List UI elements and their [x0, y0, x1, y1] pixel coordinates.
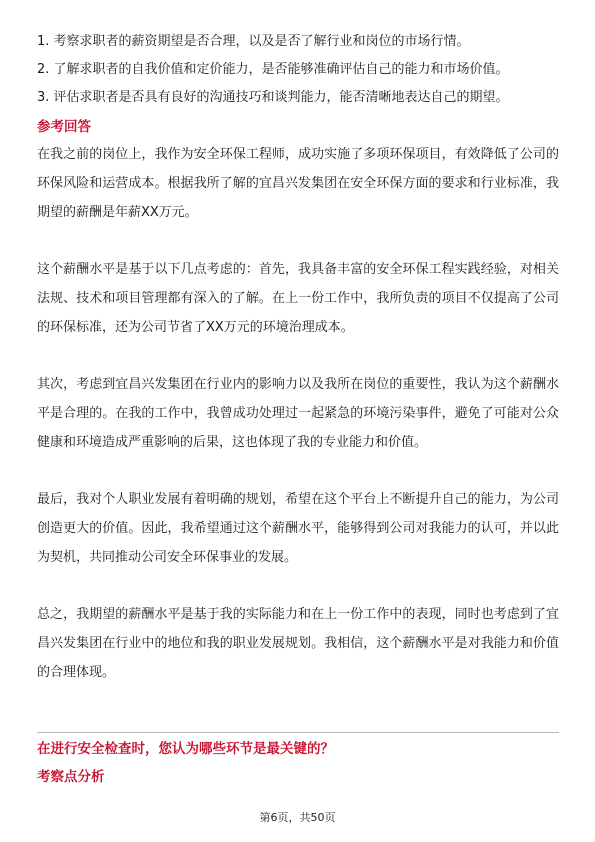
- section-divider: [37, 732, 559, 733]
- reference-answer-heading: 参考回答: [37, 119, 91, 135]
- answer-paragraph-2: 这个薪酬水平是基于以下几点考虑的：首先，我具备丰富的安全环保工程实践经验，对相关法规、技术和项目管理都有深入的了解。在上一份工作中，我所负责的项目不仅提高了公司的环保标准，还为公司节省了XX万元的环境治理成本。: [37, 262, 559, 335]
- page-content: [37, 28, 559, 687]
- answer-paragraph-5: 总之，我期望的薪酬水平是基于我的实际能力和在上一份工作中的表现，同时也考虑到了宜昌兴发集团在行业中的地位和我的职业发展规划。我相信，这个薪酬水平是对我能力和价值的合理体现。: [37, 607, 559, 680]
- answer-paragraph-4: 最后，我对个人职业发展有着明确的规划，希望在这个平台上不断提升自己的能力，为公司创造更大的价值。因此，我希望通过这个薪酬水平，能够得到公司对我能力的认可，并以此为契机，共同推动公司安全环保事业的发展。: [37, 492, 559, 565]
- answer-paragraph-3: 其次，考虑到宜昌兴发集团在行业内的影响力以及我所在岗位的重要性，我认为这个薪酬水平是合理的。在我的工作中，我曾成功处理过一起紧急的环境污染事件，避免了可能对公众健康和环境造成严重影响的后果，这也体现了我的专业能力和价值。: [37, 377, 559, 450]
- answer-paragraph-1: 在我之前的岗位上，我作为安全环保工程师，成功实施了多项环保项目，有效降低了公司的环保风险和运营成本。根据我所了解的宜昌兴发集团在安全环保方面的要求和行业标准，我期望的薪酬是年薪XX万元。: [37, 147, 559, 220]
- paragraph-gap: [37, 227, 559, 255]
- assessment-point-1: 1. 考察求职者的薪资期望是否合理，以及是否了解行业和岗位的市场行情。: [37, 34, 470, 49]
- assessment-point-3: 3. 评估求职者是否具有良好的沟通技巧和谈判能力，能否清晰地表达自己的期望。: [37, 90, 509, 105]
- page-number-footer: 第6页，共50页: [259, 811, 336, 824]
- next-question-title: 在进行安全检查时，您认为哪些环节是最关键的？: [37, 741, 334, 757]
- paragraph-gap: [37, 457, 559, 485]
- assessment-point-2: 2. 了解求职者的自我价值和定价能力，是否能够准确评估自己的能力和市场价值。: [37, 62, 509, 77]
- paragraph-gap: [37, 572, 559, 600]
- analysis-heading: 考察点分析: [37, 769, 105, 785]
- paragraph-gap: [37, 342, 559, 370]
